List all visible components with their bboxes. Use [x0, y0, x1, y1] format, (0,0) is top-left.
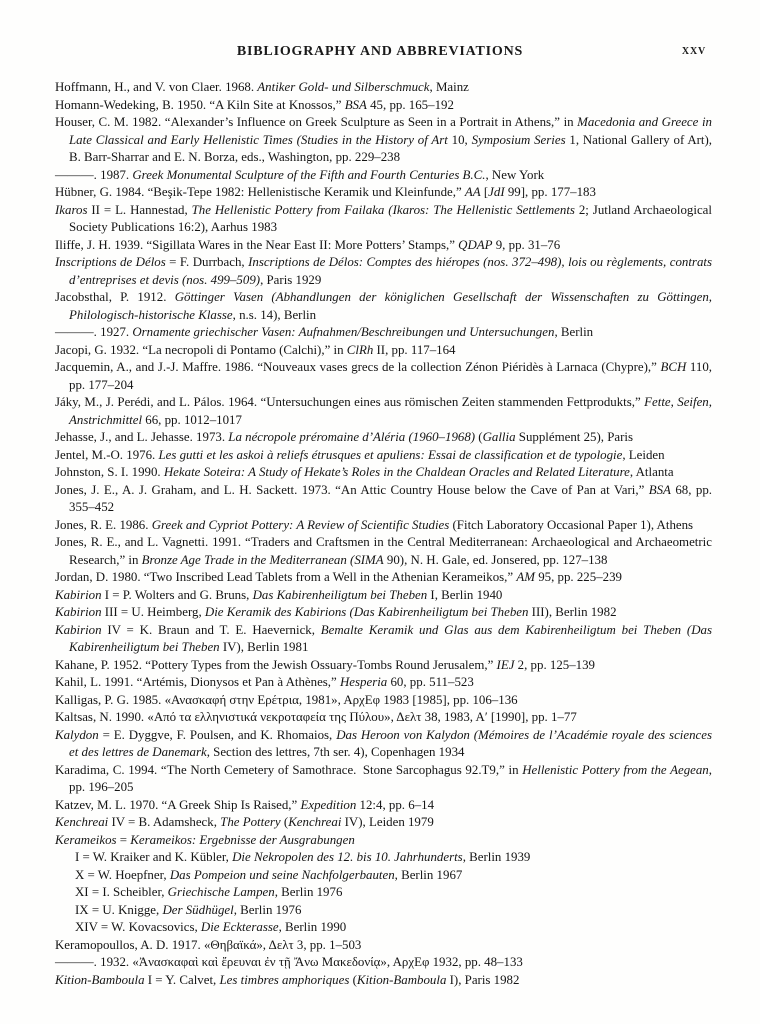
bibliography-entry [55, 324, 712, 342]
entry-text: ( [475, 430, 483, 444]
entry-text: Jordan, D. 1980. “Two Inscribed Lead Tablets from a Well in the Athenian Kerameikos,” [55, 570, 517, 584]
bibliography-entry [55, 954, 712, 972]
entry-italic-text: Les gutti et les askoi à reliefs étrusques et apuliens: Essai de classification et de typologie [158, 447, 623, 462]
entry-italic-text: Hesperia [339, 675, 388, 689]
entry-text: 60, pp. 511–523 [387, 675, 474, 689]
bibliography-entry [55, 797, 712, 815]
bibliography-entry [55, 517, 712, 535]
entry-text: , Leiden [622, 447, 665, 462]
entry-text: 12:4, pp. 6–14 [356, 797, 435, 812]
entry-italic-text: Hellenistic Pottery from the Aegean [522, 762, 709, 777]
entry-text: I), Paris 1982 [446, 972, 520, 987]
entry-italic-text: BSA [344, 97, 367, 112]
entry-italic-text: Bemalte Keramik und Glas aus dem Kabirenheiligtum bei Theben (Das Kabirenheiligtum bei Theben [69, 622, 713, 654]
entry-italic-text: Das Heroon von Kalydon (Mémoires de l’Académie royale des sciences et des lettres de Danemark [69, 727, 712, 759]
entry-text: Jehasse, J., and L. Jehasse. 1973. [55, 430, 229, 444]
entry-italic-text: Die Eckterasse [200, 920, 279, 934]
entry-text: Homann-Wedeking, B. 1950. “A Kiln Site at Knossos,” [55, 97, 345, 112]
entry-text: 95, pp. 225–239 [534, 570, 622, 584]
bibliography-entry [55, 937, 712, 955]
entry-italic-text: Greek and Cypriot Pottery: A Review of Scientific Studies [151, 517, 450, 532]
entry-text: XI = I. Scheibler, [75, 885, 168, 899]
entry-text: = E. Dyggve, F. Poulsen, and K. Rhomaios, [98, 727, 337, 742]
bibliography-entry [55, 394, 712, 429]
entry-text: ( [349, 972, 357, 987]
entry-italic-text: Kerameikos [55, 832, 117, 847]
entry-italic-text: Der Südhügel [162, 902, 234, 917]
entry-text: ———. 1927. [55, 325, 133, 339]
entry-text: = [116, 832, 131, 847]
entry-italic-text: BCH [660, 360, 687, 374]
entry-italic-text: Fette, Seifen, Anstrichmittel [69, 395, 712, 427]
bibliography-entry [55, 657, 712, 675]
entry-text: = F. Durrbach, [165, 255, 249, 269]
entry-text: IV), Berlin 1981 [219, 640, 309, 654]
entry-italic-text: IEJ [496, 657, 515, 672]
entry-italic-text: BSA [648, 482, 671, 497]
bibliography-entry [55, 167, 712, 185]
entry-italic-text: Die Nekropolen des 12. bis 10. Jahrhunderts [232, 850, 463, 864]
entry-italic-text: Kenchreai [288, 815, 342, 829]
entry-italic-text: QDAP [458, 237, 493, 252]
bibliography-entry [55, 622, 712, 657]
entry-text: 66, pp. 1012–1017 [142, 412, 242, 427]
entry-text: Houser, C. M. 1982. “Alexander’s Influence on Greek Sculpture as Seen in a Portrait in Athens,” in [55, 115, 578, 129]
entry-italic-text: Inscriptions de Délos: Comptes des hiéropes (nos. 372–498), lois ou règlements, contrats d’entreprises et devis (nos. 499–509) [69, 255, 712, 287]
entry-text: III), Berlin 1982 [528, 605, 617, 619]
entry-text: 45, pp. 165–192 [366, 97, 454, 112]
bibliography-entry [55, 902, 712, 920]
entry-text: ———. 1932. «Ἀνασκαφαὶ καὶ ἔρευναι ἐν τῇ Ἄνω Μακεδονίᾳ», ΑρχΕφ 1932, pp. 48–133 [55, 955, 523, 969]
entry-italic-text: Kerameikos: Ergebnisse der Ausgrabungen [130, 832, 355, 847]
bibliography-entry [55, 569, 712, 587]
entry-text: II, pp. 117–164 [373, 342, 456, 357]
bibliography-entry [55, 674, 712, 692]
entry-text: [ [480, 185, 489, 199]
entry-italic-text: Ikaros [55, 202, 88, 217]
entry-text: , Berlin 1976 [233, 902, 302, 917]
bibliography-entry [55, 919, 712, 937]
entry-italic-text: Das Kabirenheiligtum bei Theben [252, 587, 428, 602]
entry-text: Johnston, S. I. 1990. [55, 465, 164, 479]
entry-italic-text: Gallia [482, 430, 516, 444]
entry-italic-text: Die Keramik des Kabirions (Das Kabirenheiligtum bei Theben [204, 605, 529, 619]
entry-text: Jentel, M.-O. 1976. [55, 447, 159, 462]
entry-text: (Fitch Laboratory Occasional Paper 1), Athens [449, 517, 694, 532]
entry-text: Supplément 25), Paris [515, 430, 633, 444]
entry-text: Jones, R. E. 1986. [55, 517, 152, 532]
entry-text: 110, pp. 177–204 [69, 360, 713, 392]
entry-italic-text: Symposium Series [471, 132, 566, 147]
entry-text: I = P. Wolters and G. Bruns, [101, 587, 253, 602]
bibliography-entry [55, 114, 712, 167]
entry-italic-text: Bronze Age Trade in the Mediterranean (SIMA [141, 552, 384, 567]
entry-text: IV = K. Braun and T. E. Haevernick, [101, 622, 321, 637]
entry-text: Katzev, M. L. 1970. “A Greek Ship Is Raised,” [55, 797, 301, 812]
entry-italic-text: Kalydon [55, 727, 99, 742]
bibliography-entry [55, 254, 712, 289]
entry-text: Jones, J. E., A. J. Graham, and L. H. Sackett. 1973. “An Attic Country House below the Cave of Pan at Vari,” [55, 482, 649, 497]
bibliography-entry [55, 482, 712, 517]
entry-italic-text: Hekate Soteira: A Study of Hekate’s Roles in the Chaldean Oracles and Related Literature [163, 465, 630, 479]
bibliography-entry [55, 534, 712, 569]
bibliography-entry [55, 587, 712, 605]
page-title: BIBLIOGRAPHY AND ABBREVIATIONS [236, 44, 524, 59]
entry-text: Iliffe, J. H. 1939. “Sigillata Wares in the Near East II: More Potters’ Stamps,” [55, 237, 459, 252]
entry-text: Jones, R. E., and L. Vagnetti. 1991. “Traders and Craftsmen in the Central Mediterranean: Archaeological and Archaeometric Research,” in [55, 535, 712, 567]
entry-text: 99], pp. 177–183 [504, 185, 596, 199]
entry-italic-text: Ornamente griechischer Vasen: Aufnahmen/Beschreibungen und Untersuchungen [132, 325, 555, 339]
entry-italic-text: AM [516, 570, 535, 584]
bibliography-entry [55, 972, 712, 990]
bibliography-entry [55, 202, 712, 237]
entry-text: Jáky, M., J. Perédi, and L. Pálos. 1964. “Untersuchungen eines aus römischen Zeiten stammenden Fettprodukts,” [55, 395, 645, 409]
entry-text: , Berlin 1976 [274, 885, 343, 899]
entry-text: Kaltsas, N. 1990. «Από τα ελληνιστικά νεκροταφεία της Πύλου», Δελτ 38, 1983, Α′ [1990], pp. 1–77 [55, 710, 577, 724]
entry-text: IX = U. Knigge, [75, 902, 163, 917]
entry-text: I = W. Kraiker and K. Kübler, [75, 850, 233, 864]
bibliography-entry [55, 884, 712, 902]
entry-italic-text: Kabirion [55, 587, 102, 602]
bibliography-entry [55, 604, 712, 622]
entry-text: , pp. 196–205 [69, 762, 712, 794]
entry-italic-text: AA [464, 185, 481, 199]
entry-text: , Berlin 1990 [278, 920, 347, 934]
entry-text: ( [280, 815, 289, 829]
entry-text: , Mainz [429, 80, 469, 94]
entry-text: , New York [485, 167, 545, 182]
entry-text: Jacquemin, A., and J.-J. Maffre. 1986. “Nouveaux vases grecs de la collection Zénon Piéridès à Larnaca (Chypre),” [55, 360, 661, 374]
entry-italic-text: La nécropole préromaine d’Aléria (1960–1968) [228, 430, 476, 444]
entry-text: , Berlin 1967 [394, 867, 463, 882]
bibliography-entry [55, 359, 712, 394]
entry-text: I = Y. Calvet, [144, 972, 220, 987]
entry-text: , n.s. 14), Berlin [232, 307, 317, 322]
entry-italic-text: Expedition [300, 797, 357, 812]
entry-italic-text: Kition-Bamboula [356, 972, 447, 987]
bibliography-entry [55, 709, 712, 727]
entry-text: , Atlanta [629, 465, 674, 479]
entry-text: Kahil, L. 1991. “Artémis, Dionysos et Pan à Athènes,” [55, 675, 340, 689]
entry-italic-text: Griechische Lampen [167, 885, 275, 899]
entry-text: III = U. Heimberg, [101, 605, 205, 619]
entry-italic-text: The Hellenistic Pottery from Failaka (Ikaros: The Hellenistic Settlements [191, 202, 575, 217]
entry-text: Karadima, C. 1994. “The North Cemetery of Samothrace. Stone Sarcophagus 92.T9,” in [55, 762, 523, 777]
bibliography-entry [55, 237, 712, 255]
entry-text: 10, [447, 132, 472, 147]
entry-text: IV), Leiden 1979 [341, 815, 434, 829]
entry-text: XIV = W. Kovacsovics, [75, 920, 201, 934]
entry-italic-text: Kenchreai [55, 815, 109, 829]
entry-text: Jacobsthal, P. 1912. [55, 290, 175, 304]
entry-text: , Berlin [554, 325, 594, 339]
entry-text: , Section des lettres, 7th ser. 4), Copenhagen 1934 [206, 745, 465, 759]
bibliography-entry [55, 762, 712, 797]
entry-text: 2, pp. 125–139 [514, 657, 596, 672]
bibliography-entry [55, 79, 712, 97]
entry-italic-text: Göttinger Vasen (Abhandlungen der königlichen Gesellschaft der Wissenschaften zu Göttingen, Philologisch-historische Klasse [69, 290, 712, 322]
entry-italic-text: Kition-Bamboula [55, 972, 145, 987]
entry-italic-text: Antiker Gold- und Silberschmuck [257, 80, 430, 94]
bibliography-entry [55, 447, 712, 465]
bibliography-entry [55, 184, 712, 202]
entry-text: 68, pp. 355–452 [69, 482, 712, 514]
entry-text: Keramopoullos, A. D. 1917. «Θηβαϊκά», Δελτ 3, pp. 1–503 [55, 937, 362, 952]
entry-text: Kahane, P. 1952. “Pottery Types from the Jewish Ossuary-Tombs Round Jerusalem,” [55, 657, 497, 672]
entry-text: Hübner, G. 1984. “Beşik-Tepe 1982: Hellenistische Keramik und Kleinfunde,” [55, 185, 465, 199]
entry-text: Kalligas, P. G. 1985. «Ανασκαφή στην Ερέτρια, 1981», ΑρχΕφ 1983 [1985], pp. 106–136 [55, 692, 518, 707]
bibliography-entry [55, 97, 712, 115]
bibliography-entry [55, 814, 712, 832]
entry-text: X = W. Hoepfner, [75, 867, 170, 882]
entry-text: Jacopi, G. 1932. “La necropoli di Pontamo (Calchi),” in [55, 342, 347, 357]
bibliography-entry [55, 342, 712, 360]
page-number: XXV [681, 46, 706, 57]
bibliography-entry [55, 867, 712, 885]
entry-text: 90), N. H. Gale, ed. Jonsered, pp. 127–138 [383, 552, 608, 567]
entry-italic-text: Inscriptions de Délos [55, 255, 166, 269]
entry-italic-text: ClRh [346, 342, 374, 357]
bibliography-entry [55, 727, 712, 762]
bibliography-entry [55, 849, 712, 867]
bibliography-entry [55, 464, 712, 482]
entry-italic-text: Les timbres amphoriques [219, 972, 350, 987]
bibliography-entry [55, 289, 712, 324]
entry-text: 9, pp. 31–76 [492, 237, 561, 252]
bibliography-entries [55, 79, 712, 989]
entry-text: 1, National Gallery of Art), B. Barr-Sharrar and E. N. Borza, eds., Washington, pp. 229–238 [69, 132, 713, 164]
entry-text: II = L. Hannestad, [87, 202, 192, 217]
entry-text: Hoffmann, H., and V. von Claer. 1968. [55, 80, 258, 94]
entry-italic-text: Kabirion [55, 605, 102, 619]
bibliography-entry [55, 429, 712, 447]
entry-italic-text: Greek Monumental Sculpture of the Fifth and Fourth Centuries B.C. [132, 167, 486, 182]
bibliography-entry [55, 692, 712, 710]
entry-text: IV = B. Adamsheck, [108, 815, 221, 829]
entry-italic-text: The Pottery [220, 815, 281, 829]
entry-italic-text: Kabirion [55, 622, 102, 637]
entry-text: 2; Jutland Archaeological Society Publications 16:2), Aarhus 1983 [69, 202, 712, 234]
entry-text: , Berlin 1939 [462, 850, 531, 864]
entry-italic-text: Macedonia and Greece in Late Classical and Early Hellenistic Times (Studies in the History of Art [69, 115, 712, 147]
entry-text: I, Berlin 1940 [427, 587, 503, 602]
entry-italic-text: JdI [488, 185, 505, 199]
entry-italic-text: Das Pompeion und seine Nachfolgerbauten [169, 867, 395, 882]
entry-text: ———. 1987. [55, 167, 133, 182]
entry-text: , Paris 1929 [260, 272, 322, 287]
bibliography-entry [55, 832, 712, 850]
